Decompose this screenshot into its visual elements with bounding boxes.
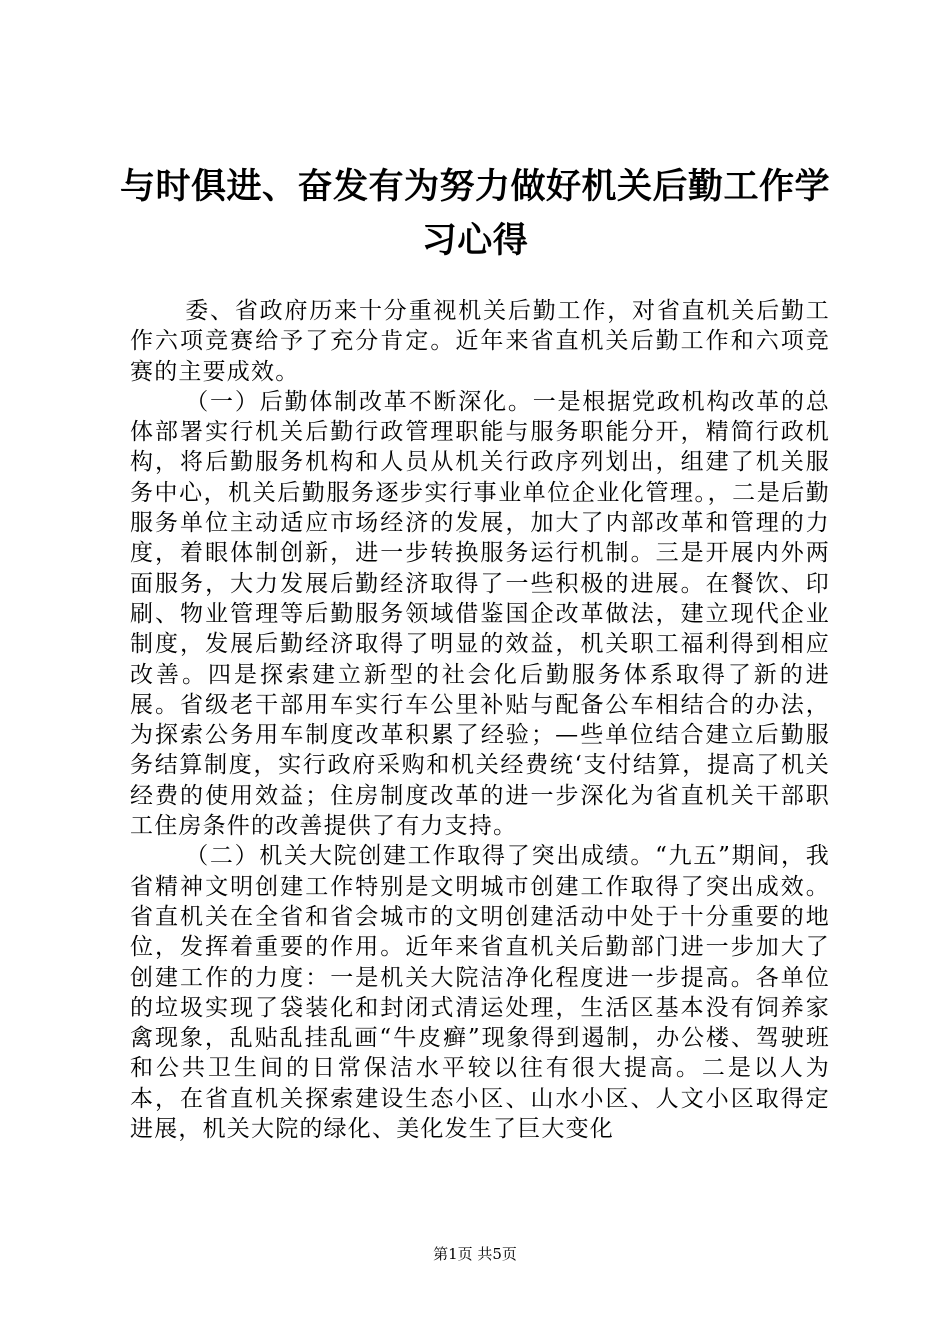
paragraph-section-2: （二）机关大院创建工作取得了突出成绩。“九五”期间，我省精神文明创建工作特别是文明城市创建工作取得了突出成效。省直机关在全省和省会城市的文明创建活动中处于十分重要的地位，发挥着重要的作用。近年来省直机关后勤部门进一步加大了创建工作的力度：一是机关大院洁净化程度进一步提高。各单位的垃圾实现了袋装化和封闭式清运处理，生活区基本没有饲养家禽现象，乱贴乱挂乱画“牛皮癣”现象得到遏制，办公楼、驾驶班和公共卫生间的日常保洁水平较以往有很大提高。二是以人为本，在省直机关探索建设生态小区、山水小区、人文小区取得定进展，机关大院的绿化、美化发生了巨大变化 [130,843,830,1143]
page-number-footer: 第1页 共5页 [433,1245,517,1263]
paragraph-section-1: （一）后勤体制改革不断深化。一是根据党政机构改革的总体部署实行机关后勤行政管理职能与服务职能分开，精简行政机构，将后勤服务机构和人员从机关行政序列划出，组建了机关服务中心，机关后勤服务逐步实行事业单位企业化管理。，二是后勤服务单位主动适应市场经济的发展，加大了内部改革和管理的力度，着眼体制创新，进一步转换服务运行机制。三是开展内外两面服务，大力发展后勤经济取得了一些积极的进展。在餐饮、印刷、物业管理等后勤服务领域借鉴国企改革做法，建立现代企业制度，发展后勤经济取得了明显的效益，机关职工福利得到相应改善。四是探索建立新型的社会化后勤服务体系取得了新的进展。省级老干部用车实行车公里补贴与配备公车相结合的办法，为探索公务用车制度改革积累了经验；—些单位结合建立后勤服务结算制度，实行政府采购和机关经费统‘支付结算，提高了机关经费的使用效益；住房制度改革的进一步深化为省直机关干部职工住房条件的改善提供了有力支持。 [130,388,830,840]
document-title: 与时俱进、奋发有为努力做好机关后勤工作学习心得 [119,166,830,261]
paragraph-intro: 委、省政府历来十分重视机关后勤工作，对省直机关后勤工作六项竞赛给予了充分肯定。近年来省直机关后勤工作和六项竞赛的主要成效。 [130,298,830,385]
document-body [130,296,830,1144]
